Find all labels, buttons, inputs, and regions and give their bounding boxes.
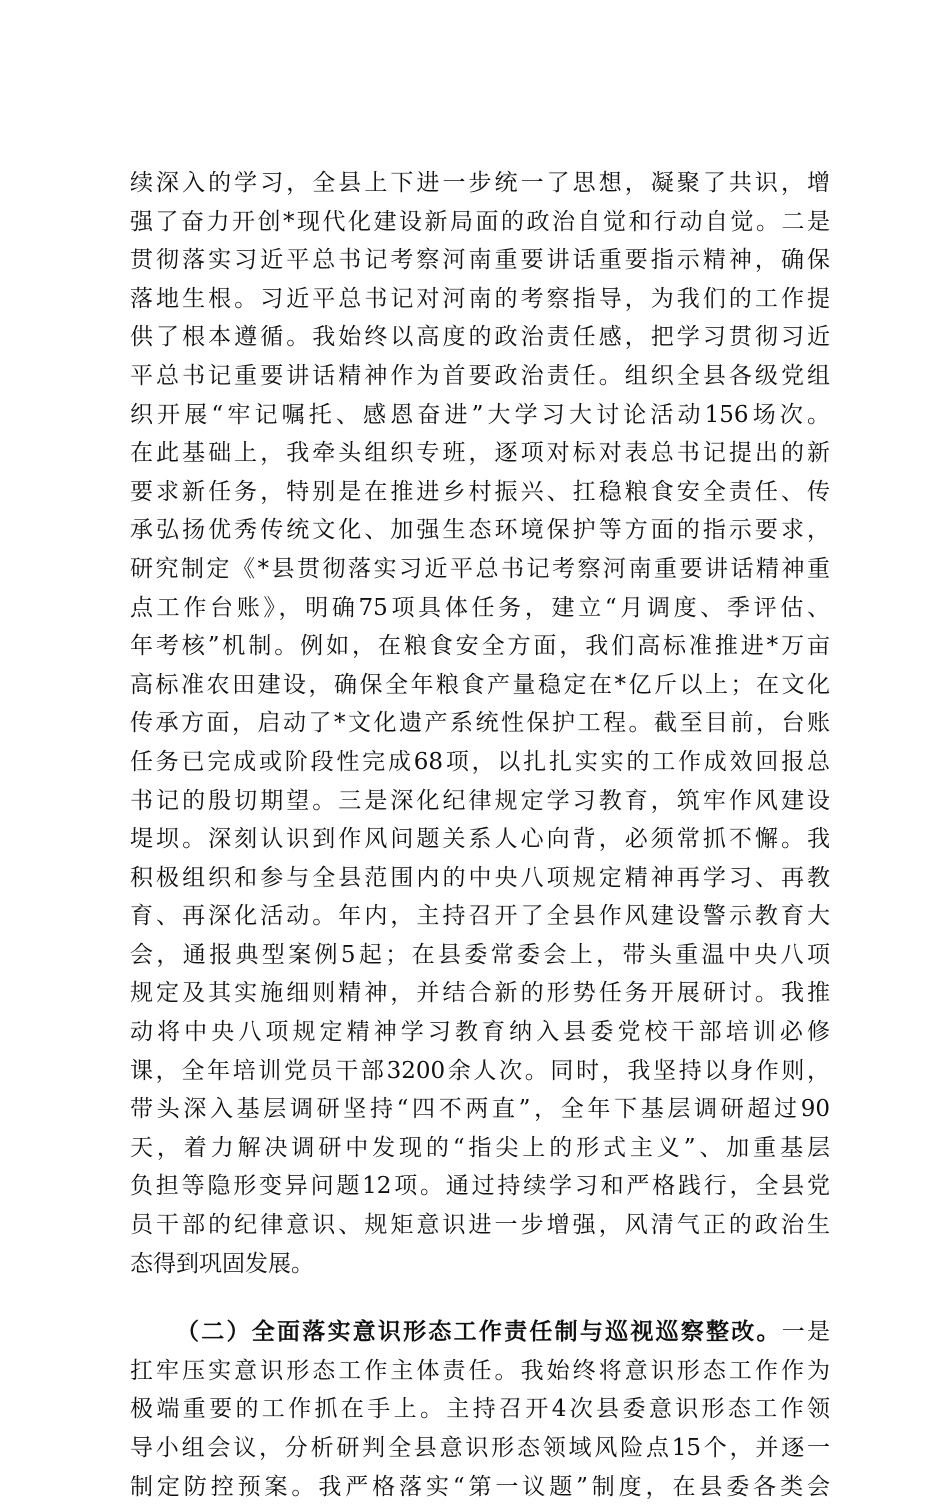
text-line: 带头深入基层调研坚持“四不两直”，全年下基层调研超过90 [130,1096,830,1123]
text-line: 扛牢压实意识形态工作主体责任。我始终将意识形态工作作为 [130,1357,830,1384]
text-line: 年考核”机制。例如，在粮食安全方面，我们高标准推进*万亩 [130,633,830,660]
text-line: 高标准农田建设，确保全年粮食产量稳定在*亿斤以上；在文化 [130,671,830,698]
text-line: 积极组织和参与全县范围内的中央八项规定精神再学习、再教 [130,864,830,891]
text-line: 续深入的学习，全县上下进一步统一了思想，凝聚了共识，增 [130,170,830,196]
text-line: 供了根本遵循。我始终以高度的政治责任感，把学习贯彻习近 [130,324,830,351]
text-line: 育、再深化活动。年内，主持召开了全县作风建设警示教育大 [130,903,830,930]
text-line: 承弘扬优秀传统文化、加强生态环境保护等方面的指示要求， [130,517,830,544]
text-line: 规定及其实施细则精神，并结合新的形势任务开展研讨。我推 [130,980,830,1007]
text-line: 极端重要的工作抓在手上。主持召开4次县委意识形态工作领 [130,1396,830,1423]
text-line: 会，通报典型案例5起；在县委常委会上，带头重温中央八项 [130,941,830,968]
text-line: 堤坝。深刻认识到作风问题关系人心向背，必须常抓不懈。我 [130,826,830,853]
text-line: 研究制定《*县贯彻落实习近平总书记考察河南重要讲话精神重 [130,555,830,582]
text-line: 书记的殷切期望。三是深化纪律规定学习教育，筑牢作风建设 [130,787,830,814]
section-heading: （二）全面落实意识形态工作责任制与巡视巡察整改。 [176,1318,782,1346]
text-line: 态得到巩固发展。 [130,1250,314,1277]
text-line: 要求新任务，特别是在推进乡村振兴、扛稳粮食安全责任、传 [130,478,830,505]
text-run: 一是 [781,1319,831,1346]
text-line: 导小组会议，分析研判全县意识形态领域风险点15个，并逐一 [130,1435,830,1461]
paragraph-1 [130,164,830,1283]
text-line: 落地生根。习近平总书记对河南的考察指导，为我们的工作提 [130,285,830,312]
text-line: 贯彻落实习近平总书记考察河南重要讲话重要指示精神，确保 [130,247,830,274]
text-line: 天，着力解决调研中发现的“指尖上的形式主义”、加重基层 [130,1134,830,1161]
text-line: 课，全年培训党员干部3200余人次。同时，我坚持以身作则， [130,1057,830,1084]
text-line: 员干部的纪律意识、规矩意识进一步增强，风清气正的政治生 [130,1212,830,1239]
text-line: 在此基础上，我牵头组织专班，逐项对标对表总书记提出的新 [130,440,830,467]
text-line: 强了奋力开创*现代化建设新局面的政治自觉和行动自觉。二是 [130,208,830,235]
paragraph-spacer [130,1283,830,1313]
text-line: 传承方面，启动了*文化遗产系统性保护工程。截至目前，台账 [130,710,830,737]
text-line: 织开展“牢记嘱托、感恩奋进”大学习大讨论活动156场次。 [130,401,830,428]
text-line: 点工作台账》，明确75项具体任务，建立“月调度、季评估、 [130,594,830,621]
section-heading-line [130,1313,830,1352]
document-body [130,164,830,1506]
text-line: 制定防控预案。我严格落实“第一议题”制度，在县委各类会 [130,1473,830,1500]
paragraph-2 [130,1313,830,1506]
text-line: 负担等隐形变异问题12项。通过持续学习和严格践行，全县党 [130,1173,830,1200]
text-line: 任务已完成或阶段性完成68项，以扎扎实实的工作成效回报总 [130,748,830,775]
text-line: 动将中央八项规定精神学习教育纳入县委党校干部培训必修 [130,1019,830,1046]
text-line: 平总书记重要讲话精神作为首要政治责任。组织全县各级党组 [130,362,830,389]
